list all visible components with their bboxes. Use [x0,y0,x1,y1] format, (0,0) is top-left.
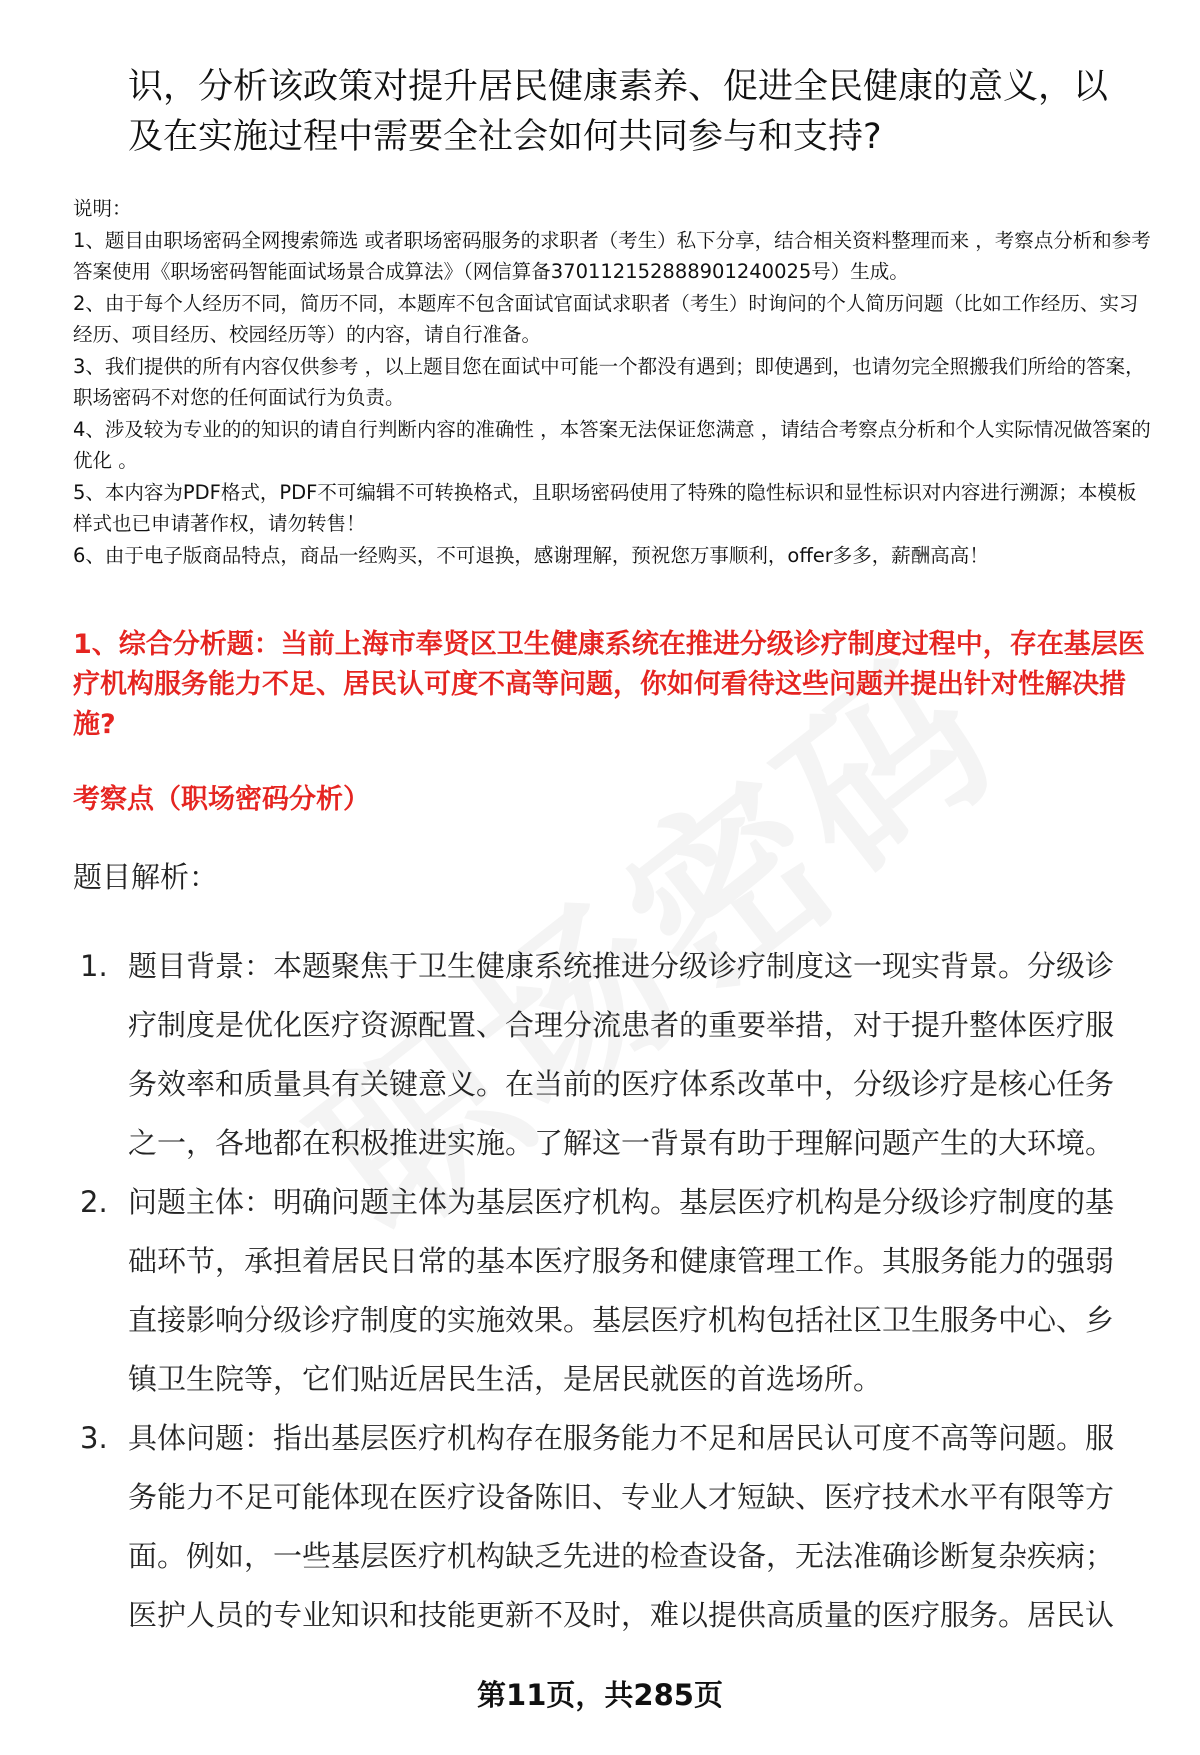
note-item: 5、本内容为PDF格式，PDF不可编辑不可转换格式，且职场密码使用了特殊的隐性标识和显性标识对内容进行溯源；本模板样式也已申请著作权，请勿转售！ [73,480,1137,535]
notes-heading: 说明： [73,197,132,220]
question-title: 1、综合分析题：当前上海市奉贤区卫生健康系统在推进分级诊疗制度过程中，存在基层医疗机构服务能力不足、居民认可度不高等问题，你如何看待这些问题并提出针对性解决措施? [73,629,1145,740]
notes-section [73,193,1153,571]
kaochadian-heading: 考察点（职场密码分析） [73,784,370,815]
list-item [80,1173,1140,1409]
analysis-list [80,937,1140,1645]
previous-question-continuation: 识，分析该政策对提升居民健康素养、促进全民健康的意义，以及在实施过程中需要全社会如何共同参与和支持? [128,67,1109,157]
page-number: 第11页，共285页 [477,1678,723,1712]
analysis-heading: 题目解析： [73,860,219,894]
list-item-text: 问题主体：明确问题主体为基层医疗机构。基层医疗机构是分级诊疗制度的基础环节，承担着居民日常的基本医疗服务和健康管理工作。其服务能力的强弱直接影响分级诊疗制度的实施效果。基层医疗机构包括社区卫生服务中心、乡镇卫生院等，它们贴近居民生活，是居民就医的首选场所。 [128,1185,1115,1396]
list-item-text: 题目背景：本题聚焦于卫生健康系统推进分级诊疗制度这一现实背景。分级诊疗制度是优化医疗资源配置、合理分流患者的重要举措，对于提升整体医疗服务效率和质量具有关键意义。在当前的医疗体系改革中，分级诊疗是核心任务之一，各地都在积极推进实施。了解这一背景有助于理解问题产生的大环境。 [128,949,1115,1160]
list-item-text: 具体问题：指出基层医疗机构存在服务能力不足和居民认可度不高等问题。服务能力不足可能体现在医疗设备陈旧、专业人才短缺、医疗技术水平有限等方面。例如，一些基层医疗机构缺乏先进的检查设备，无法准确诊断复杂疾病；医护人员的专业知识和技能更新不及时，难以提供高质量的医疗服务。居民认 [128,1421,1115,1632]
note-item: 4、涉及较为专业的的知识的请自行判断内容的准确性 ，本答案无法保证您满意 ，请结合考察点分析和个人实际情况做答案的优化 。 [73,417,1151,472]
list-item-number: 3. [80,1421,108,1455]
list-item [80,1409,1140,1645]
list-item-number: 1. [80,949,108,983]
note-item: 2、由于每个人经历不同，简历不同，本题库不包含面试官面试求职者（考生）时询问的个人简历问题（比如工作经历、实习经历、项目经历、校园经历等）的内容，请自行准备。 [73,291,1139,346]
note-item: 1、题目由职场密码全网搜索筛选 或者职场密码服务的求职者（考生）私下分享，结合相关资料整理而来 ，考察点分析和参考答案使用《职场密码智能面试场景合成算法》（网信算备370112152888901240025号）生成。 [73,228,1151,283]
note-item: 3、我们提供的所有内容仅供参考 ，以上题目您在面试中可能一个都没有遇到；即使遇到，也请勿完全照搬我们所给的答案，职场密码不对您的任何面试行为负责。 [73,354,1145,409]
list-item-number: 2. [80,1185,108,1219]
list-item [80,937,1140,1173]
note-item: 6、由于电子版商品特点，商品一经购买，不可退换，感谢理解，预祝您万事顺利，offer多多，薪酬高高！ [73,543,989,567]
